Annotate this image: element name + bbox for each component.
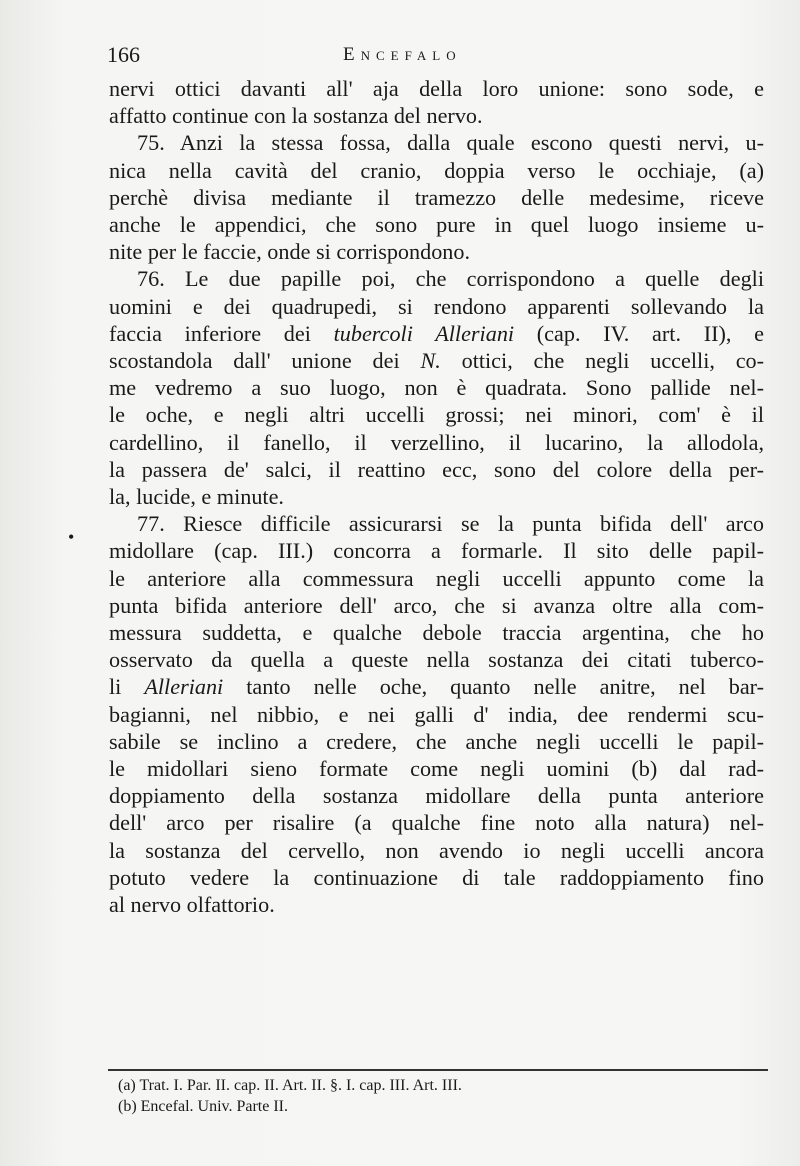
paragraph-75-start: 75. Anzi la stessa fossa, dalla quale escono questi nervi, u- bbox=[137, 130, 764, 156]
text-line: la, lucide, e minute. bbox=[109, 484, 284, 510]
text-line: punta bifida anteriore dell' arco, che si avanza oltre alla com- bbox=[109, 592, 764, 618]
text-line: anche le appendici, che sono pure in quel luogo insieme u- bbox=[109, 212, 764, 238]
text-line bbox=[109, 347, 764, 374]
footnotes bbox=[118, 1075, 758, 1117]
page-header bbox=[107, 42, 747, 72]
text-fragment: tanto nelle oche, quanto nelle anitre, nel bar- bbox=[246, 674, 765, 700]
text-fragment: li bbox=[109, 674, 122, 700]
text-line: nervi ottici davanti all' aja della loro unione: sono sode, e bbox=[109, 76, 764, 101]
text-line: la passera de' salci, il reattino ecc, sono del colore della per- bbox=[109, 456, 764, 482]
text-fragment: faccia inferiore dei bbox=[109, 320, 311, 346]
footnote-b: (b) Encefal. Univ. Parte II. bbox=[118, 1098, 288, 1115]
text-line: midollare (cap. III.) concorra a formarle. Il sito delle papil- bbox=[109, 538, 764, 564]
footnote-rule bbox=[108, 1069, 768, 1071]
italic-term: N. bbox=[420, 348, 441, 374]
text-line bbox=[109, 673, 764, 700]
text-line: osservato da quella a queste nella sostanza dei citati tuberco- bbox=[109, 647, 764, 673]
text-line: le midollari sieno formate come negli uomini (b) dal rad- bbox=[109, 756, 764, 782]
text-line: nite per le faccie, onde si corrispondono. bbox=[109, 239, 471, 265]
text-line: sabile se inclino a credere, che anche negli uccelli le papil- bbox=[109, 728, 764, 754]
text-line: cardellino, il fanello, il verzellino, il lucarino, la allodola, bbox=[109, 429, 764, 455]
text-fragment: (cap. IV. art. II), e bbox=[536, 320, 764, 346]
text-line: dell' arco per risalire (a qualche fine noto alla natura) nel- bbox=[109, 810, 764, 836]
text-line: me vedremo a suo luogo, non è quadrata. Sono pallide nel- bbox=[109, 375, 764, 401]
text-fragment: ottici, che negli uccelli, co- bbox=[461, 348, 765, 374]
italic-term: tubercoli Alleriani bbox=[333, 320, 515, 346]
italic-term: Alleriani bbox=[144, 674, 224, 700]
footnote-a: (a) Trat. I. Par. II. cap. II. Art. II. §. I. cap. III. Art. III. bbox=[118, 1077, 462, 1094]
text-line: uomini e dei quadrupedi, si rendono apparenti sollevando la bbox=[109, 293, 764, 319]
paragraph-76-start: 76. Le due papille poi, che corrispondono a quelle degli bbox=[137, 266, 764, 292]
text-line: bagianni, nel nibbio, e nei galli d' india, dee rendermi scu- bbox=[109, 701, 764, 727]
paragraph-77-start: 77. Riesce difficile assicurarsi se la punta bifida dell' arco bbox=[137, 511, 764, 537]
text-line: doppiamento della sostanza midollare della punta anteriore bbox=[109, 783, 764, 809]
body-text bbox=[109, 75, 764, 918]
text-line: le oche, e negli altri uccelli grossi; nei minori, com' è il bbox=[109, 402, 764, 428]
text-line: messura suddetta, e qualche debole traccia argentina, che ho bbox=[109, 620, 764, 646]
text-line: al nervo olfattorio. bbox=[109, 892, 275, 918]
text-line: potuto vedere la continuazione di tale raddoppiamento fino bbox=[109, 864, 764, 890]
text-line: la sostanza del cervello, non avendo io negli uccelli ancora bbox=[109, 837, 764, 863]
text-fragment: scostandola dall' unione dei bbox=[109, 348, 400, 374]
text-line bbox=[109, 320, 764, 347]
text-line: nica nella cavità del cranio, doppia verso le occhiaje, (a) bbox=[109, 157, 764, 183]
text-line: affatto continue con la sostanza del nervo. bbox=[109, 103, 483, 129]
running-head: Encefalo bbox=[343, 44, 462, 65]
page-number: 166 bbox=[107, 42, 140, 67]
text-line: perchè divisa mediante il tramezzo delle medesime, riceve bbox=[109, 184, 764, 210]
margin-mark: • bbox=[68, 527, 75, 547]
text-line: le anteriore alla commessura negli uccelli appunto come la bbox=[109, 565, 764, 591]
